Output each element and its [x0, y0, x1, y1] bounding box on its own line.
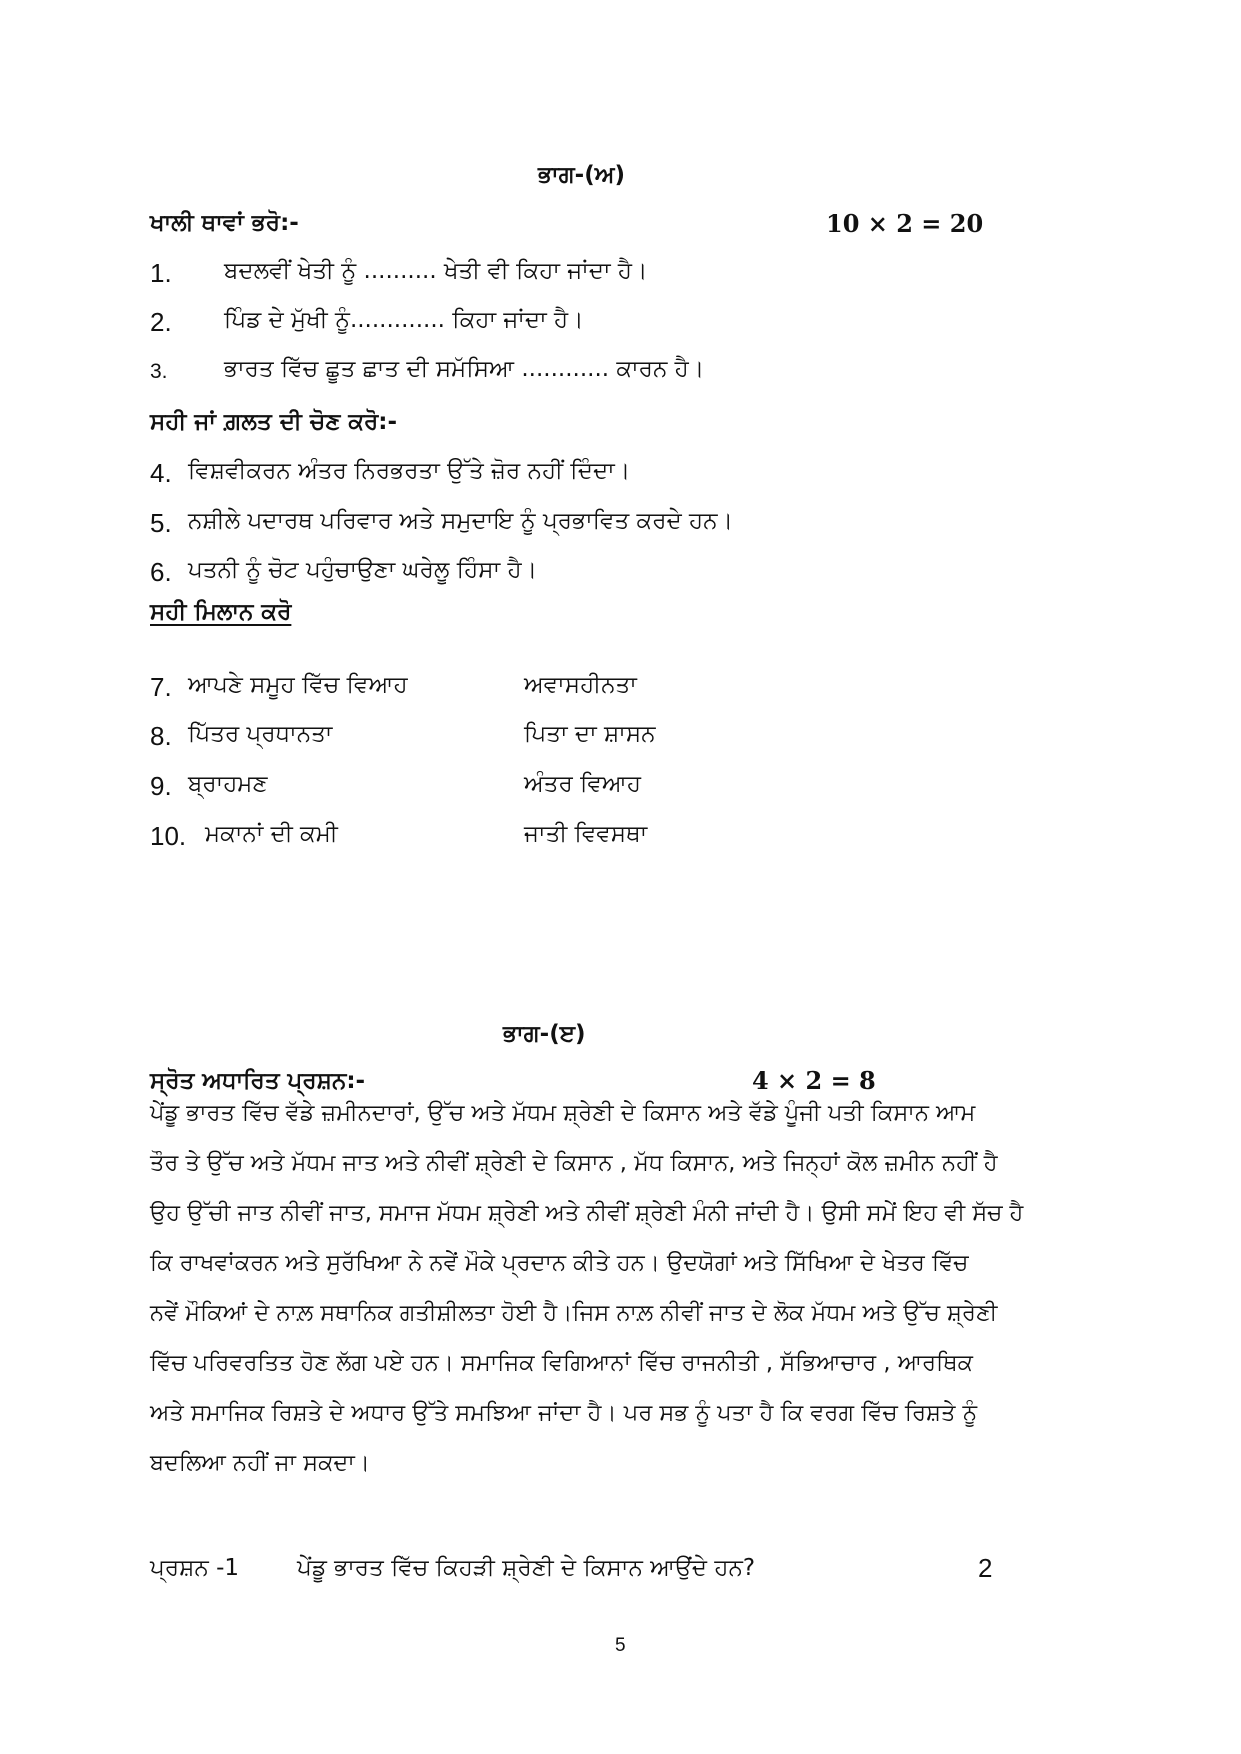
match-left: ਬ੍ਰਾਹਮਣ	[188, 771, 268, 797]
match-right: ਅੰਤਰ ਵਿਆਹ	[524, 771, 642, 797]
question-marks: 2	[978, 1553, 993, 1583]
question-number: 3.	[150, 360, 168, 383]
question-text: ਪਿੰਡ ਦੇ ਮੁੱਖੀ ਨੂੰ............. ਕਿਹਾ ਜਾਂਦਾ ਹੈ।	[224, 307, 584, 333]
passage-line: ਪੇਂਡੂ ਭਾਰਤ ਵਿੱਚ ਵੱਡੇ ਜ਼ਮੀਨਦਾਰਾਂ, ਉੱਚ ਅਤੇ ਮੱਧਮ ਸ਼੍ਰੇਣੀ ਦੇ ਕਿਸਾਨ ਅਤੇ ਵੱਡੇ ਪੂੰਜੀ ਪਤੀ ਕਿਸਾਨ ਆਮ	[150, 1100, 976, 1126]
passage-line: ਕਿ ਰਾਖਵਾਂਕਰਨ ਅਤੇ ਸੁਰੱਖਿਆ ਨੇ ਨਵੇਂ ਮੌਕੇ ਪ੍ਰਦਾਨ ਕੀਤੇ ਹਨ। ਉਦਯੋਗਾਂ ਅਤੇ ਸਿੱਖਿਆ ਦੇ ਖੇਤਰ ਵਿੱਚ	[150, 1250, 969, 1276]
passage-line: ਅਤੇ ਸਮਾਜਿਕ ਰਿਸ਼ਤੇ ਦੇ ਅਧਾਰ ਉੱਤੇ ਸਮਝਿਆ ਜਾਂਦਾ ਹੈ। ਪਰ ਸਭ ਨੂੰ ਪਤਾ ਹੈ ਕਿ ਵਰਗ ਵਿੱਚ ਰਿਸ਼ਤੇ ਨੂੰ	[150, 1400, 978, 1426]
question-number: 7.	[150, 672, 172, 702]
question-number: 1.	[150, 258, 172, 288]
page-number: 5	[615, 1635, 626, 1656]
fill-blanks-marks: 10 × 2 = 20	[826, 209, 984, 238]
question-text: ਨਸ਼ੀਲੇ ਪਦਾਰਥ ਪਰਿਵਾਰ ਅਤੇ ਸਮੁਦਾਇ ਨੂੰ ਪ੍ਰਭਾਵਿਤ ਕਰਦੇ ਹਨ।	[188, 508, 734, 534]
source-question-marks: 4 × 2 = 8	[752, 1066, 876, 1095]
part-a-heading: ਭਾਗ-(ਅ)	[538, 162, 626, 188]
question-number: 10.	[150, 821, 187, 851]
question-number: 8.	[150, 721, 172, 751]
match-right: ਜਾਤੀ ਵਿਵਸਥਾ	[524, 821, 648, 847]
match-left: ਆਪਣੇ ਸਮੂਹ ਵਿੱਚ ਵਿਆਹ	[188, 672, 408, 698]
match-left: ਮਕਾਨਾਂ ਦੀ ਕਮੀ	[205, 821, 338, 847]
question-text: ਪੇਂਡੂ ਭਾਰਤ ਵਿੱਚ ਕਿਹੜੀ ਸ਼੍ਰੇਣੀ ਦੇ ਕਿਸਾਨ ਆਉਂਦੇ ਹਨ?	[297, 1555, 756, 1581]
match-right: ਅਵਾਸਹੀਨਤਾ	[524, 672, 637, 698]
question-number: 2.	[150, 307, 172, 337]
question-text: ਬਦਲਵੀਂ ਖੇਤੀ ਨੂੰ .......... ਖੇਤੀ ਵੀ ਕਿਹਾ ਜਾਂਦਾ ਹੈ।	[224, 258, 648, 284]
source-question-title: ਸ੍ਰੋਤ ਅਧਾਰਿਤ ਪ੍ਰਸ਼ਨ:-	[150, 1068, 366, 1094]
passage-line: ਵਿੱਚ ਪਰਿਵਰਤਿਤ ਹੋਣ ਲੱਗ ਪਏ ਹਨ। ਸਮਾਜਿਕ ਵਿਗਿਆਨਾਂ ਵਿੱਚ ਰਾਜਨੀਤੀ , ਸੱਭਿਆਚਾਰ , ਆਰਥਿਕ	[150, 1350, 973, 1376]
question-number: 5.	[150, 508, 172, 538]
question-number: 6.	[150, 557, 172, 587]
match-right: ਪਿਤਾ ਦਾ ਸ਼ਾਸਨ	[524, 721, 656, 747]
question-text: ਪਤਨੀ ਨੂੰ ਚੋਟ ਪਹੁੰਚਾਉਣਾ ਘਰੇਲੂ ਹਿੰਸਾ ਹੈ।	[188, 557, 538, 583]
passage-line: ਨਵੇਂ ਮੌਕਿਆਂ ਦੇ ਨਾਲ਼ ਸਥਾਨਿਕ ਗਤੀਸ਼ੀਲਤਾ ਹੋਈ ਹੈ।ਜਿਸ ਨਾਲ਼ ਨੀਵੀਂ ਜਾਤ ਦੇ ਲੋਕ ਮੱਧਮ ਅਤੇ ਉੱਚ ਸ਼੍ਰੇਣੀ	[150, 1300, 998, 1326]
question-label: ਪ੍ਰਸ਼ਨ -1	[150, 1555, 240, 1581]
part-b-heading: ਭਾਗ-(ੲ)	[503, 1021, 586, 1047]
passage-line: ਤੌਰ ਤੇ ਉੱਚ ਅਤੇ ਮੱਧਮ ਜਾਤ ਅਤੇ ਨੀਵੀਂ ਸ਼੍ਰੇਣੀ ਦੇ ਕਿਸਾਨ , ਮੱਧ ਕਿਸਾਨ, ਅਤੇ ਜਿਨ੍ਹਾਂ ਕੋਲ ਜ਼ਮੀਨ ਨਹੀਂ ਹੈ	[150, 1150, 998, 1176]
match-title: ਸਹੀ ਮਿਲਾਨ ਕਰੋ	[150, 599, 292, 625]
question-number: 9.	[150, 771, 172, 801]
passage-line: ਬਦਲਿਆ ਨਹੀਂ ਜਾ ਸਕਦਾ।	[150, 1450, 370, 1476]
fill-blanks-title: ਖਾਲੀ ਥਾਵਾਂ ਭਰੋ:-	[150, 210, 299, 236]
question-number: 4.	[150, 458, 172, 488]
question-text: ਵਿਸ਼ਵੀਕਰਨ ਅੰਤਰ ਨਿਰਭਰਤਾ ਉੱਤੇ ਜ਼ੋਰ ਨਹੀਂ ਦਿੰਦਾ।	[188, 458, 631, 484]
true-false-title: ਸਹੀ ਜਾਂ ਗ਼ਲਤ ਦੀ ਚੋਣ ਕਰੋ:-	[150, 409, 398, 435]
question-text: ਭਾਰਤ ਵਿੱਚ ਛੂਤ ਛਾਤ ਦੀ ਸਮੱਸਿਆ ............ ਕਾਰਨ ਹੈ।	[224, 356, 705, 382]
match-left: ਪਿੱਤਰ ਪ੍ਰਧਾਨਤਾ	[188, 721, 333, 747]
passage-line: ਉਹ ਉੱਚੀ ਜਾਤ ਨੀਵੀਂ ਜਾਤ, ਸਮਾਜ ਮੱਧਮ ਸ਼੍ਰੇਣੀ ਅਤੇ ਨੀਵੀਂ ਸ਼੍ਰੇਣੀ ਮੰਨੀ ਜਾਂਦੀ ਹੈ। ਉਸੀ ਸਮੇਂ ਇਹ ਵੀ ਸੱਚ ਹੈ	[150, 1200, 1024, 1226]
